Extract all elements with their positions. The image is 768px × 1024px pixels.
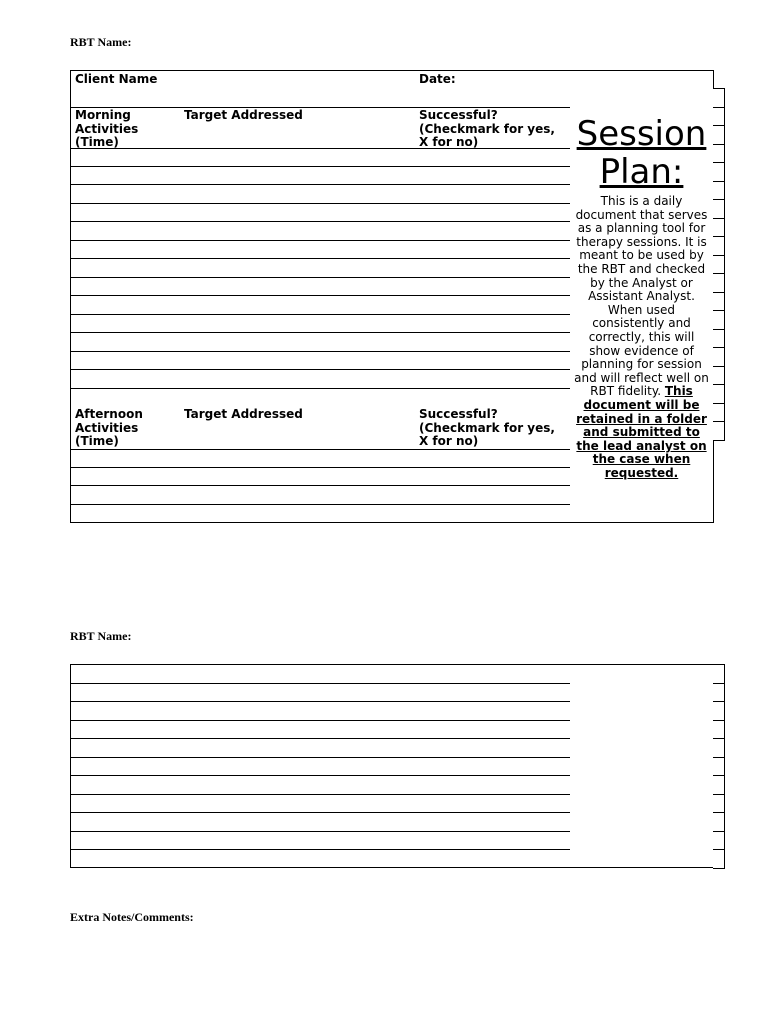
cont-success-cell[interactable] [415, 739, 570, 758]
morning-success-cell[interactable] [415, 185, 570, 204]
cont-activity-cell[interactable] [71, 665, 180, 684]
date-cell[interactable] [415, 71, 570, 108]
cont-target-cell[interactable] [180, 795, 415, 814]
afternoon-target-header: Target Addressed [180, 406, 415, 450]
cont-success-cell[interactable] [415, 721, 570, 740]
morning-activity-cell[interactable] [71, 352, 180, 371]
morning-target-cell[interactable] [180, 204, 415, 223]
edge-tick-cell [713, 347, 725, 367]
cont-target-cell[interactable] [180, 684, 415, 703]
edge-tick-cell [713, 273, 725, 293]
morning-activity-cell[interactable] [71, 259, 180, 278]
morning-activity-cell[interactable] [71, 222, 180, 241]
cont-success-cell[interactable] [415, 684, 570, 703]
afternoon-success-header: Successful? (Checkmark for yes, X for no) [415, 406, 570, 450]
cont-activity-cell[interactable] [71, 832, 180, 851]
edge-tick-cell [713, 144, 725, 164]
edge-tick-cell [713, 794, 725, 814]
morning-activity-cell[interactable] [71, 167, 180, 186]
morning-activity-cell[interactable] [71, 241, 180, 260]
morning-activity-cell[interactable] [71, 315, 180, 334]
session-plan-panel [570, 70, 714, 523]
morning-success-cell[interactable] [415, 296, 570, 315]
morning-activity-cell[interactable] [71, 204, 180, 223]
cont-success-cell[interactable] [415, 758, 570, 777]
morning-target-cell[interactable] [180, 315, 415, 334]
edge-tick-cell [713, 384, 725, 404]
afternoon-target-cell[interactable] [180, 449, 415, 468]
afternoon-activity-cell[interactable] [71, 486, 180, 505]
cont-activity-cell[interactable] [71, 850, 180, 869]
session-plan-retention-note: This document will be retained in a folder and submitted to the lead analyst on the case when requested. [576, 384, 707, 480]
cont-target-cell[interactable] [180, 850, 415, 869]
cont-target-cell[interactable] [180, 776, 415, 795]
morning-success-cell[interactable] [415, 259, 570, 278]
edge-tick-cell [713, 683, 725, 703]
morning-activity-cell[interactable] [71, 333, 180, 352]
cont-notes-panel[interactable] [570, 664, 714, 868]
edge-tick-cell [713, 292, 725, 312]
edge-tick-cell [713, 107, 725, 127]
cont-success-column [415, 664, 571, 868]
rbt-name-label-2: RBT Name: [70, 629, 132, 643]
morning-target-header: Target Addressed [180, 107, 415, 149]
edge-tick-cell [713, 218, 725, 238]
edge-tick-cell [713, 421, 725, 441]
morning-success-cell[interactable] [415, 315, 570, 334]
continuation-table [70, 664, 726, 868]
cont-target-cell[interactable] [180, 758, 415, 777]
cont-target-cell[interactable] [180, 702, 415, 721]
edge-tick-cell [713, 701, 725, 721]
edge-tick-cell [713, 775, 725, 795]
afternoon-activity-cell[interactable] [71, 449, 180, 468]
cont-activity-cell[interactable] [71, 813, 180, 832]
edge-tick-cell [713, 310, 725, 330]
client-name-label: Client Name [75, 72, 158, 86]
edge-tick-cell [713, 812, 725, 832]
afternoon-success-cell[interactable] [415, 449, 570, 468]
morning-success-header: Successful? (Checkmark for yes, X for no) [415, 107, 570, 149]
morning-target-cell[interactable] [180, 148, 415, 167]
morning-activity-cell[interactable] [71, 370, 180, 389]
client-name-cell[interactable] [71, 71, 180, 108]
edge-tick-cell [713, 181, 725, 201]
afternoon-target-cell[interactable] [180, 486, 415, 505]
edge-tick-cell [713, 738, 725, 758]
morning-activity-cell[interactable] [71, 296, 180, 315]
session-plan-description [570, 195, 713, 480]
client-name-cell-cont[interactable] [180, 71, 415, 108]
activities-column [70, 70, 181, 523]
date-label: Date: [419, 72, 456, 86]
afternoon-target-cell[interactable] [180, 468, 415, 487]
morning-success-cell[interactable] [415, 278, 570, 297]
morning-activity-cell[interactable] [71, 148, 180, 167]
cont-success-cell[interactable] [415, 776, 570, 795]
cont-success-cell[interactable] [415, 832, 570, 851]
morning-success-cell[interactable] [415, 222, 570, 241]
morning-target-cell[interactable] [180, 222, 415, 241]
cont-activity-cell[interactable] [71, 758, 180, 777]
extra-notes-label: Extra Notes/Comments: [70, 910, 194, 924]
morning-success-cell[interactable] [415, 370, 570, 389]
morning-activity-cell[interactable] [71, 185, 180, 204]
cont-target-cell[interactable] [180, 721, 415, 740]
morning-success-cell[interactable] [415, 167, 570, 186]
morning-target-cell[interactable] [180, 296, 415, 315]
morning-target-cell[interactable] [180, 370, 415, 389]
edge-tick-cell [713, 849, 725, 869]
afternoon-activity-cell[interactable] [71, 468, 180, 487]
edge-tick-cell [713, 88, 725, 108]
edge-tick-cell [713, 329, 725, 349]
cont-success-cell[interactable] [415, 813, 570, 832]
morning-target-cell[interactable] [180, 167, 415, 186]
cont-success-cell[interactable] [415, 665, 570, 684]
session-plan-description-text: This is a daily document that serves as a planning tool for therapy sessions. It is meant to be used by the RBT and checked by the Analyst or Assistant Analyst. When used consistently and correctly, this will show evidence of planning for session and will reflect well on RBT fidelity. [574, 194, 709, 399]
morning-target-cell[interactable] [180, 259, 415, 278]
edge-tick-cell [713, 236, 725, 256]
rbt-name-label: RBT Name: [70, 35, 132, 49]
edge-tick-cell [713, 366, 725, 386]
morning-target-cell[interactable] [180, 352, 415, 371]
cont-activity-cell[interactable] [71, 776, 180, 795]
cont-activity-cell[interactable] [71, 795, 180, 814]
edge-tick-cell [713, 831, 725, 851]
morning-success-cell[interactable] [415, 333, 570, 352]
cont-activity-cell[interactable] [71, 684, 180, 703]
edge-tick-cell [713, 199, 725, 219]
edge-tick-cell [713, 255, 725, 275]
afternoon-success-cell[interactable] [415, 468, 570, 487]
morning-target-cell[interactable] [180, 333, 415, 352]
edge-tick-cell [713, 664, 725, 684]
cont-activities-column [70, 664, 181, 868]
afternoon-target-cell[interactable] [180, 505, 415, 524]
cont-success-cell[interactable] [415, 850, 570, 869]
morning-target-cell[interactable] [180, 278, 415, 297]
afternoon-activities-header: Afternoon Activities (Time) [71, 406, 180, 450]
session-plan-title: Session Plan: [576, 114, 707, 192]
morning-target-cell[interactable] [180, 185, 415, 204]
morning-target-cell[interactable] [180, 241, 415, 260]
cont-target-cell[interactable] [180, 813, 415, 832]
cont-target-cell[interactable] [180, 739, 415, 758]
edge-tick-cell [713, 162, 725, 182]
morning-success-cell[interactable] [415, 148, 570, 167]
morning-activity-cell[interactable] [71, 278, 180, 297]
edge-tick-cell [713, 757, 725, 777]
morning-success-cell[interactable] [415, 352, 570, 371]
afternoon-activity-cell[interactable] [71, 505, 180, 524]
morning-success-cell[interactable] [415, 204, 570, 223]
success-column [415, 70, 571, 523]
cont-target-column [180, 664, 416, 868]
edge-tick-cell [713, 125, 725, 145]
cont-success-cell[interactable] [415, 795, 570, 814]
session-plan-table [70, 70, 726, 523]
cont-activity-cell[interactable] [71, 739, 180, 758]
edge-tick-cell [713, 720, 725, 740]
afternoon-success-cell[interactable] [415, 486, 570, 505]
edge-tick-cell [713, 403, 725, 423]
cont-success-cell[interactable] [415, 702, 570, 721]
morning-success-cell[interactable] [415, 241, 570, 260]
cont-activity-cell[interactable] [71, 702, 180, 721]
cont-target-cell[interactable] [180, 832, 415, 851]
afternoon-success-cell[interactable] [415, 505, 570, 524]
cont-target-cell[interactable] [180, 665, 415, 684]
target-column [180, 70, 416, 523]
cont-activity-cell[interactable] [71, 721, 180, 740]
morning-activities-header: Morning Activities (Time) [71, 107, 180, 149]
